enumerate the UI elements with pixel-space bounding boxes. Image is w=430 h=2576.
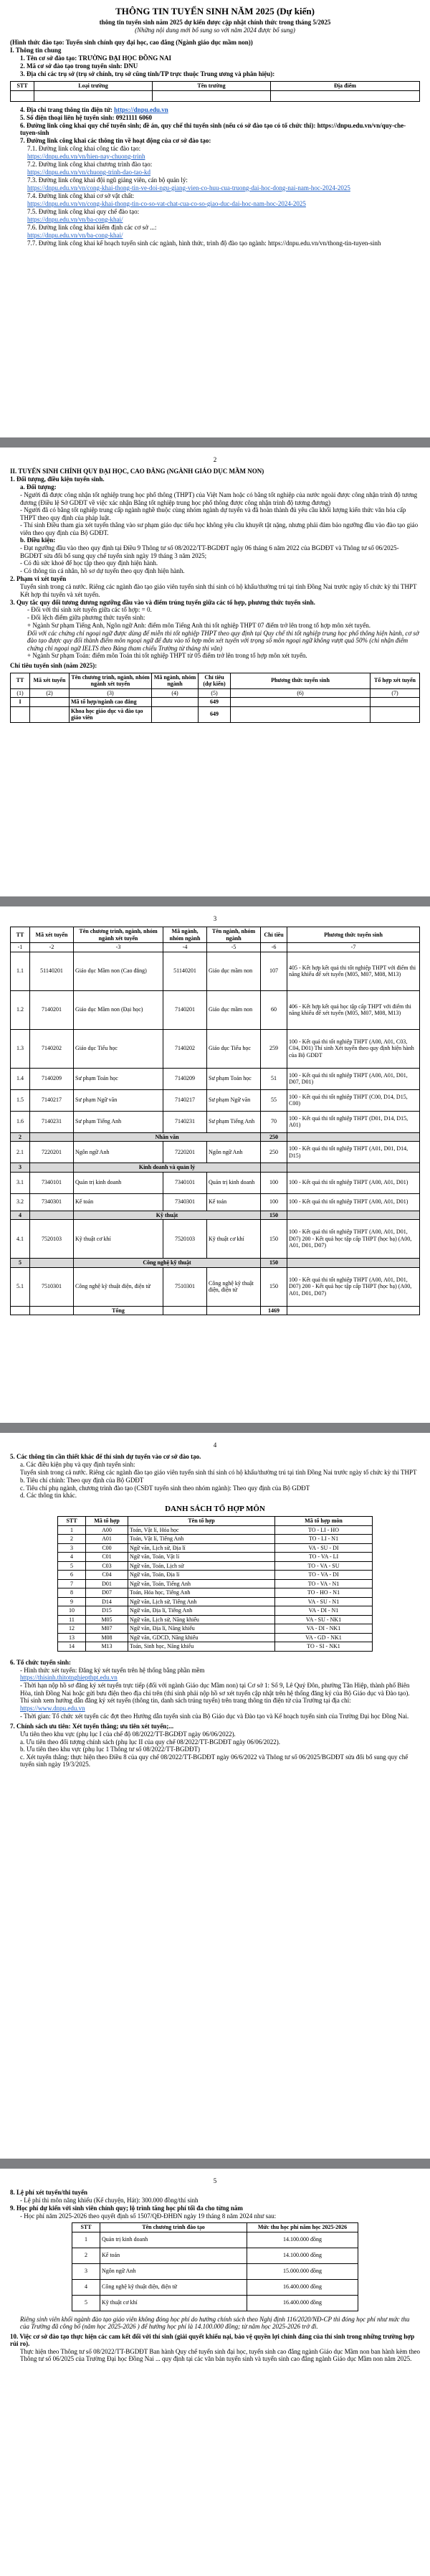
disclosure-7-7: 7.7. Đường link công khai kế hoạch tuyển sinh các ngành, hình thức, trình độ đào tạo ngành: https://dnpu.edu.vn/vn/thong-tin-tuyen-sinh <box>27 239 381 247</box>
subtitle: thông tin tuyển sinh năm 2025 dự kiến được cập nhật chính thức trong tháng 5/2025 <box>99 19 331 26</box>
col-index: (4) <box>152 688 199 698</box>
table-cell: 7 <box>58 1579 86 1588</box>
page-number: 4 <box>213 1441 217 1449</box>
table-cell: VA - GD - NK1 <box>275 1633 373 1642</box>
table-row <box>58 1633 373 1642</box>
table-cell: TO - LI - N1 <box>275 1535 373 1544</box>
table-cell: Công nghệ kỹ thuật điện, điện tử <box>100 2279 247 2295</box>
col-header: Phương thức tuyển sinh <box>287 927 420 943</box>
col-header: Tên chương trình, ngành, nhóm ngành xét tuyển <box>70 673 152 688</box>
table-row <box>58 1597 373 1606</box>
group-row: 2 Nhân văn 250 <box>11 1132 420 1142</box>
col-header: Tên ngành, nhóm ngành <box>207 927 261 943</box>
section-heading: II. TUYỂN SINH CHÍNH QUY ĐẠI HỌC, CAO ĐẲNG (NGÀNH GIÁO DỤC MẦM NON) <box>10 468 264 475</box>
rules-link-line: 6. Đường link công khai quy chế tuyển sinh; đề án, quy chế thi tuyển sinh (nếu có sở đào tạo có tổ chức thi): https://dnpu.edu.vn/vn/quy-che-tuyen-sinh <box>20 121 406 136</box>
table-cell: 5 <box>58 1561 86 1571</box>
table-cell: C00 <box>86 1543 128 1553</box>
table-cell: TO - HO - N1 <box>275 1588 373 1598</box>
table-cell: VA - SU - DI <box>275 1543 373 1553</box>
table-cell: D14 <box>86 1597 128 1606</box>
table-cell: 4 <box>72 2279 100 2295</box>
text-line: c. Tiêu chí phụ ngành, chương trình đào tạo (CSĐT tuyển sinh theo nhóm ngành): Theo quy định của Bộ GDĐT <box>20 1484 310 1492</box>
col-header: Tên tổ hợp <box>128 1517 275 1526</box>
table-row <box>58 1588 373 1598</box>
col-header: Chỉ tiêu <box>261 927 287 943</box>
phone-line: 5. Số điện thoại liên hệ tuyển sinh: 0921111 6060 <box>20 113 153 121</box>
section-heading: 10. Việc cơ sở đào tạo thực hiện các cam kết đối với thí sinh (giải quyết khiếu nại, bảo vệ quyền lợi chính đáng của thí sinh trong những trường hợp rủi ro). <box>10 2332 415 2347</box>
combo-table <box>57 1516 373 1652</box>
group-row: 3 Kinh doanh và quản lý <box>11 1163 420 1173</box>
table-row: 2.1 7220201 Ngôn ngữ Anh 7220201 Ngôn ngữ Anh 250 100 - Kết quả thi tốt nghiệp THPT (A01, D01, D14, D15) <box>11 1142 420 1163</box>
table-cell: 16.400.000 đồng <box>247 2295 358 2311</box>
section-heading: 7. Chính sách ưu tiên: Xét tuyển thẳng; ưu tiên xét tuyển;... <box>10 1723 174 1730</box>
table-cell: Toán, Vật lí, Hóa học <box>128 1525 275 1535</box>
table-row: 1.3 7140202 Giáo dục Tiểu học 7140202 Giáo dục Tiểu học 259 100 - Kết quả thi tốt nghiệp THPT (A00, A01, C03, C04, D01) Thí sinh Xét tuyển theo quy định hiện hành của Bộ GDĐT <box>11 1029 420 1068</box>
conversion-item: - Đối với thí sinh xét tuyển giữa các tổ hợp: = 0. <box>27 606 152 613</box>
disclosure-7-5: 7.5. Đường link công khai quy chế đào tạo: <box>27 207 140 215</box>
text-line: - Thời hạn nộp hồ sơ đăng ký xét tuyển trực tiếp (đối với ngành Giáo dục Mầm non) tại Cơ sở 1: Số 9, Lê Quý Đôn, phường Tân Hiệp, thành phố Biên Hòa, tỉnh Đồng Nai hoặc gửi bưu điện theo địa chỉ trên (thí sinh phải nộp hồ sơ xét tuyển cập nhật trên hệ thống đăng ký của Bộ Giáo dục và Đào tạo). Thí sinh xem hướng dẫn đăng ký xét tuyển (thông tin, danh sách trúng tuyển) trên trang thông tin điện tử của Trường tại địa chỉ: <box>20 1682 410 1704</box>
table-cell: D07 <box>86 1588 128 1598</box>
table-row <box>72 2279 358 2295</box>
table-cell: Kế toán <box>100 2248 247 2263</box>
table-cell: 3 <box>72 2263 100 2279</box>
col-header: Mã tổ hợp môn <box>275 1517 373 1526</box>
table-row: 4.1 7520103 Kỹ thuật cơ khí 7520103 Kỹ thuật cơ khí 150 100 - Kết quả thi tốt nghiệp THPT (A00, A01, D01, D07) 200 - Kết quả học tập cấp THPT (học bạ) (A00, A01, D01, D07) <box>11 1220 420 1259</box>
table-cell: Toán, Sinh học, Năng khiếu <box>128 1642 275 1652</box>
col-header: STT <box>11 82 34 91</box>
table-row: 1.4 7140209 Sư phạm Toán học 7140209 Sư phạm Toán học 51 100 - Kết quả thi tốt nghiệp THPT (A00, A01, D01, D07, D01) <box>11 1068 420 1089</box>
page-separator <box>0 896 430 906</box>
table-cell: TO - VA - SU <box>275 1561 373 1571</box>
table-row <box>58 1525 373 1535</box>
table-cell: 12 <box>58 1624 86 1634</box>
table-cell: A01 <box>86 1535 128 1544</box>
table-row: I Mã tổ hợp/ngành cao đẳng 649 <box>11 698 420 707</box>
table-cell: Ngữ văn, Toán, Địa lí <box>128 1571 275 1580</box>
page-1 <box>0 0 430 437</box>
disclosure-7-3: 7.3. Đường link công khai đội ngũ giảng viên, cán bộ quản lý: <box>27 176 188 184</box>
text-line: a. Các điều kiện phụ và quy định tuyển sinh: <box>20 1461 135 1468</box>
condition-item: - Đạt ngưỡng đầu vào theo quy định tại Điều 9 Thông tư số 08/2022/TT-BGDĐT ngày 06 tháng 6 năm 2022 của BGDĐT và Thông tư số 06/2025-BGDĐT sửa đổi bổ sung quy chế tuyển sinh ngày 19 tháng 3 năm 2025; <box>20 544 399 559</box>
table-cell: 15.000.000 đồng <box>247 2263 358 2279</box>
table-row <box>58 1535 373 1544</box>
table-cell: C03 <box>86 1561 128 1571</box>
subject-heading: a. Đối tượng: <box>20 483 57 491</box>
table-cell: Ngữ văn, Toán, Vật lí <box>128 1553 275 1562</box>
website-line <box>10 106 420 114</box>
table-cell: 14.100.000 đồng <box>247 2248 358 2263</box>
fee-table <box>72 2222 358 2311</box>
col-index: -6 <box>261 943 287 952</box>
table-cell: 14.100.000 đồng <box>247 2232 358 2248</box>
col-index: (1) <box>11 688 30 698</box>
table-cell: Toán, Hóa học, Tiếng Anh <box>128 1588 275 1598</box>
table-cell: VA - DI - NK1 <box>275 1624 373 1634</box>
page-number: 5 <box>213 2177 217 2184</box>
link-7-1[interactable]: https://dnpu.edu.vn/vn/hien-nay-chuong-trinh <box>27 152 145 160</box>
col-header: Mã ngành, nhóm ngành <box>152 673 199 688</box>
table-cell: TO - VA - N1 <box>275 1579 373 1588</box>
link-7-5[interactable]: https://dnpu.edu.vn/vn/ba-cong-khai/ <box>27 215 123 223</box>
section-heading: 6. Tổ chức tuyển sinh: <box>10 1658 71 1666</box>
col-header: STT <box>58 1517 86 1526</box>
col-header: TT <box>11 673 30 688</box>
text-line: - Học phí năm 2025-2026 theo quyết định số 1507/QĐ-ĐHĐN ngày 19 tháng 8 năm 2024 như sau: <box>20 2212 277 2220</box>
table-cell: VA - SU - NK1 <box>275 1615 373 1624</box>
page-separator <box>0 1423 430 1433</box>
col-header: TT <box>11 927 30 943</box>
text-line: b. Tiêu chí chính: Theo quy định của Bộ GDĐT <box>20 1476 144 1484</box>
table-row: 1.1 51140201 Giáo dục Mầm non (Cao đẳng) 51140201 Giáo dục mầm non 107 405 - Kết hợp kết quả thi tốt nghiệp THPT với điểm thi năng khiếu để xét tuyển (M05, M07, M08, M13) <box>11 952 420 990</box>
col-header: Tổ hợp xét tuyển <box>371 673 420 688</box>
disclosure-7-4: 7.4. Đường link công khai cơ sở vật chất: <box>27 191 135 199</box>
col-index: (7) <box>371 688 420 698</box>
total-row: Tổng 1469 <box>11 1306 420 1315</box>
section-heading: 8. Lệ phí xét tuyển/thi tuyển <box>10 2189 88 2196</box>
table-cell: 6 <box>58 1571 86 1580</box>
page-4 <box>0 1433 430 2159</box>
link-7-2[interactable]: https://dnpu.edu.vn/vn/chuong-trinh-dao-tao-kd <box>27 168 150 176</box>
table-cell: Ngữ văn, Địa lí, Năng khiếu <box>128 1624 275 1634</box>
table-cell: VA - DI - N1 <box>275 1606 373 1616</box>
conversion-item: + Ngành Sư phạm Tiếng Anh, Ngôn ngữ Anh: điểm môn Tiếng Anh thi tốt nghiệp THPT 07 điểm trở lên trong tổ hợp môn xét tuyển. <box>27 622 371 629</box>
table-cell: VA - SU - N1 <box>275 1597 373 1606</box>
table-cell: Kỹ thuật cơ khí <box>100 2295 247 2311</box>
program-table <box>10 927 420 1315</box>
disclosure-7-2: 7.2. Đường link công khai chương trình đào tạo: <box>27 160 153 168</box>
registration-link[interactable]: https://thisinh.thitotnghiepthpt.edu.vn <box>20 1674 118 1681</box>
table-row <box>58 1579 373 1588</box>
table-cell: M07 <box>86 1624 128 1634</box>
table-cell: 9 <box>58 1597 86 1606</box>
table-cell: 1 <box>72 2232 100 2248</box>
page-5 <box>0 2169 430 2576</box>
col-index: (5) <box>199 688 231 698</box>
col-header: Phương thức tuyển sinh <box>231 673 371 688</box>
link-7-3[interactable]: https://dnpu.edu.vn/vn/cong-khai-thong-tin-ve-doi-ngu-giang-vien-co-huu-cua-truong-dai-hoc-dong-nai-nam-hoc-2024-2025 <box>27 184 350 191</box>
col-header: Mã xét tuyển <box>30 927 74 943</box>
col-header: Mức thu học phí năm học 2025-2026 <box>247 2223 358 2232</box>
page-title: THÔNG TIN TUYỂN SINH NĂM 2025 (Dự kiến) <box>115 6 315 16</box>
table-cell: 10 <box>58 1606 86 1616</box>
subject-item: - Thí sinh Điều tham gia xét tuyển thẳng vào sư phạm giáo dục tiểu học không yêu cầu khuyết tật nặng, nhưng phải đảm bảo ngưỡng đầu vào đào tạo giáo viên theo quy định của Bộ GDĐT. <box>20 521 419 536</box>
table-cell: Ngữ văn, Lịch sử, Địa lí <box>128 1543 275 1553</box>
link-7-4[interactable]: https://dnpu.edu.vn/vn/cong-khai-thong-tin-co-so-vat-chat-cua-co-so-giao-duc-dai-hoc-nam-hoc-2024-2025 <box>27 199 306 207</box>
table-cell: Ngữ văn, Địa lí, Tiếng Anh <box>128 1606 275 1616</box>
condition-heading: b. Điều kiện: <box>20 536 56 544</box>
disclosure-7-1: 7.1. Đường link công khai công tác đào tạo: <box>27 144 141 152</box>
table-cell: C04 <box>86 1571 128 1580</box>
table-row <box>72 2263 358 2279</box>
table-row <box>58 1543 373 1553</box>
table-cell: TO - LI - HO <box>275 1525 373 1535</box>
table-row <box>58 1553 373 1562</box>
scope-text-2: Kết hợp thi tuyển và xét tuyển. <box>20 590 100 598</box>
table-row <box>58 1571 373 1580</box>
school-code: 2. Mã cơ sở đào tạo trong tuyển sinh: DNU <box>20 62 138 70</box>
text-line: c. Xét tuyển thẳng: thực hiện theo Điều 8 của quy chế 08/2022/TT-BGDĐT ngày 06/6/2022 và Thông tư số 06/2025/BGDĐT sửa đổi bổ sung quy chế tuyển sinh ngày 19/3/2025. <box>20 1753 408 1768</box>
condition-item: - Có đủ sức khoẻ để học tập theo quy định hiện hành. <box>20 559 158 567</box>
table-cell: 4 <box>58 1553 86 1562</box>
col-index: -7 <box>287 943 420 952</box>
table-row <box>58 1561 373 1571</box>
col-header: Chỉ tiêu (dự kiến) <box>199 673 231 688</box>
table-row: Khoa học giáo dục và đào tạo giáo viên 649 <box>11 706 420 722</box>
table-cell: Toán, Vật lí, Tiếng Anh <box>128 1535 275 1544</box>
table-cell: A00 <box>86 1525 128 1535</box>
quota-table <box>10 673 420 723</box>
col-index: -4 <box>163 943 207 952</box>
link-7-6[interactable]: https://dnpu.edu.vn/vn/ba-cong-khai/ <box>27 231 123 239</box>
quota-heading: Chỉ tiêu tuyển sinh (năm 2025): <box>10 661 97 669</box>
table-cell: 2 <box>72 2248 100 2263</box>
col-header: Tên chương trình đào tạo <box>100 2223 247 2232</box>
scope-heading: 2. Phạm vi xét tuyển <box>10 575 67 582</box>
table-cell: 14 <box>58 1642 86 1652</box>
text-line: b. Ưu tiên theo khu vực (phụ lục 1 Thông tư số 08/2022/TT-BGDĐT) <box>20 1746 200 1753</box>
col-index: -1 <box>11 943 30 952</box>
table-cell: 2 <box>58 1535 86 1544</box>
table-cell: Ngôn ngữ Anh <box>100 2263 247 2279</box>
col-header: Tên trường <box>153 82 271 91</box>
table-cell: Ngữ văn, Toán, Tiếng Anh <box>128 1579 275 1588</box>
table-row <box>58 1615 373 1624</box>
table-cell: Ngữ văn, Lịch sử, Năng khiếu <box>128 1615 275 1624</box>
subsection-heading: 1. Đối tượng, điều kiện tuyển sinh. <box>10 475 105 483</box>
subject-item: - Người đã được công nhận tốt nghiệp trung học phổ thông (THPT) của Việt Nam hoặc có bằng tốt nghiệp của nước ngoài được công nhận trình độ tương đương (Điều lệ Sở GDĐT về việc xác nhận Bằng tốt nghiệp trung học phổ thông được công nhận trình độ tương đương) <box>20 491 418 506</box>
intro: (Hình thức đào tạo: Tuyển sinh chính quy đại học, cao đẳng (Ngành giáo dục mầm non)) <box>10 39 253 46</box>
table-cell: 1 <box>58 1525 86 1535</box>
subject-item: - Người đã có bằng tốt nghiệp trung cấp ngành nghề thuộc cùng nhóm ngành dự tuyển và đã hoàn thành đủ yêu cầu khối lượng kiến thức văn hóa cấp THPT theo quy định của pháp luật. <box>20 506 406 521</box>
table-cell: Ngữ văn, Lịch sử, Tiếng Anh <box>128 1597 275 1606</box>
school-link[interactable]: https://www.dnpu.edu.vn <box>20 1704 85 1712</box>
table-cell: 3 <box>58 1543 86 1553</box>
col-header: Mã ngành, nhóm ngành <box>163 927 207 943</box>
scope-text: Tuyển sinh trong cả nước. Riêng các ngành đào tạo giáo viên tuyển sinh thí sinh có hộ khẩu/thường trú tại tỉnh Đồng Nai trước ngày tổ chức kỳ thi THPT <box>20 583 417 590</box>
website-label: 4. Địa chỉ trang thông tin điện tử: <box>20 105 115 113</box>
table-cell: Ngữ văn, GDCD, Năng khiếu <box>128 1633 275 1642</box>
school-name: 1. Tên cơ sở đào tạo: TRƯỜNG ĐẠI HỌC ĐỒNG NAI <box>20 55 172 62</box>
table-cell: 8 <box>58 1588 86 1598</box>
col-header: Loại trường <box>34 82 153 91</box>
table-cell: TO - VA - DI <box>275 1571 373 1580</box>
table-row: 5.1 7510301 Công nghệ kỹ thuật điện, điện tử 7510301 Công nghệ kỹ thuật điện, điện tử 150 100 - Kết quả thi tốt nghiệp THPT (A00, A01, D01, D07) 200 - Kết quả học tập cấp THPT (học bạ) (A00, A01, D01, D07) <box>11 1267 420 1306</box>
text-line: - Thời gian: Tổ chức xét tuyển các đợt theo Hướng dẫn tuyển sinh của Bộ Giáo dục và Đào tạo và Kế hoạch tuyển sinh của Trường Đại học Đồng Nai. <box>20 1712 409 1720</box>
table-row <box>72 2232 358 2248</box>
condition-item: - Có thông tin cá nhân, hồ sơ dự tuyển theo quy định hiện hành. <box>20 567 185 574</box>
table-cell: D01 <box>86 1579 128 1588</box>
disclosure-7-6: 7.6. Đường link công khai kiểm định các cơ sở ...: <box>27 223 157 231</box>
table-cell: 16.400.000 đồng <box>247 2279 358 2295</box>
conversion-item: + Ngành Sư phạm Toán: điểm môn Toán thi tốt nghiệp THPT từ 05 điểm trở lên trong tổ hợp môn xét tuyển. <box>27 652 307 659</box>
table-row <box>58 1624 373 1634</box>
table-cell: D15 <box>86 1606 128 1616</box>
combo-list-title: DANH SÁCH TỔ HỢP MÔN <box>165 1505 265 1513</box>
table-row: 3.2 7340301 Kế toán 7340301 Kế toán 100 100 - Kết quả thi tốt nghiệp THPT (A00, A01, D01) <box>11 1193 420 1211</box>
section-heading: 9. Học phí dự kiến với sinh viên chính quy; lộ trình tăng học phí tối đa cho từng năm <box>10 2205 243 2212</box>
page-number: 3 <box>213 915 217 922</box>
conversion-item: Đối với các chứng chỉ ngoại ngữ được dùng để miễn thi tốt nghiệp THPT theo quy định tại Quy chế thi tốt nghiệp trung học phổ thông hiện hành, cơ sở đào tạo được quy đổi thành điểm môn ngoại ngữ để đưa vào tổ hợp môn xét tuyển với trọng số môn ngoại ngữ không vượt quá 50% (chi nhận điểm chứng chỉ ngoại ngữ IELTS theo Bảng tham chiếu Trường từ tháng thi văn) <box>27 629 419 652</box>
text-line: - Hình thức xét tuyển: Đăng ký xét tuyển trên hệ thống bằng phần mềm <box>20 1666 205 1674</box>
table-cell: M13 <box>86 1642 128 1652</box>
text-line: a. Ưu tiên theo đối tượng chính sách (phụ lục II của quy chế 08/2022/TT-BGDĐT ngày 06/06/2022). <box>20 1738 281 1746</box>
subtitle-note: (Những nội dung mới bổ sung so với năm 2024 được bổ sung) <box>135 27 295 34</box>
group-row: 4 Kỹ thuật 150 <box>11 1211 420 1220</box>
page-separator <box>0 2159 430 2169</box>
table-cell: M05 <box>86 1615 128 1624</box>
col-index: (2) <box>30 688 70 698</box>
col-header: Tên chương trình, ngành, nhóm ngành xét tuyển <box>74 927 163 943</box>
page-separator <box>0 437 430 448</box>
table-cell: TO - SI - NK1 <box>275 1642 373 1652</box>
table-cell: 13 <box>58 1633 86 1642</box>
table-cell: 5 <box>72 2295 100 2311</box>
website-link[interactable]: https://dnpu.edu.vn <box>114 105 168 113</box>
section-heading: I. Thông tin chung <box>10 47 62 54</box>
col-index: (3) <box>70 688 152 698</box>
conversion-heading: 3. Quy tắc quy đổi tương đương ngưỡng đầu vào và điểm trúng tuyển giữa các tổ hợp, phương thức tuyển sinh. <box>10 598 315 606</box>
col-index: -3 <box>74 943 163 952</box>
page-2 <box>0 448 430 896</box>
table-cell: 11 <box>58 1615 86 1624</box>
table-row <box>72 2295 358 2311</box>
table-cell: C01 <box>86 1553 128 1562</box>
table-cell: Ngữ văn, Toán, Lịch sử <box>128 1561 275 1571</box>
col-header: Mã xét tuyển <box>30 673 70 688</box>
table-cell: Quản trị kinh doanh <box>100 2232 247 2248</box>
col-index: -5 <box>207 943 261 952</box>
page-number: 2 <box>213 456 217 463</box>
col-header: Mã tổ hợp <box>86 1517 128 1526</box>
page-3 <box>0 906 430 1423</box>
table-cell: TO - VA - LI <box>275 1553 373 1562</box>
section-heading: 5. Các thông tin cần thiết khác để thí sinh dự tuyển vào cơ sở đào tạo. <box>10 1453 201 1460</box>
table-row <box>58 1606 373 1616</box>
table-row: 1.6 7140231 Sư phạm Tiếng Anh 7140231 Sư phạm Tiếng Anh 70 100 - Kết quả thi tốt nghiệp THPT (D01, D14, D15, A01) <box>11 1111 420 1132</box>
text-line: Ưu tiên theo khu vực (phụ lục I của chế độ 08/2022/TT-BGDĐT ngày 06/06/2022). <box>20 1730 236 1738</box>
text-line: d. Các thông tin khác. <box>20 1492 77 1499</box>
fee-note: Riêng sinh viên khối ngành đào tạo giáo viên không đóng học phí do hưởng chính sách theo Nghị định 116/2020/NĐ-CP thì đóng học phí như mức thu của Trường đã công bố (năm học 2025-2026 ) để hưởng học phí là 14.100.000 đồng; từ năm học 2025-2026 trở đi. <box>20 2315 410 2330</box>
table-row: 1.2 7140201 Giáo dục Mầm non (Đại học) 7140201 Giáo dục mầm non 60 406 - Kết hợp kết quả học tập cấp THPT với điểm thi năng khiếu để xét tuyển (M05, M07, M08, M13) <box>11 990 420 1029</box>
col-header: Địa điểm <box>271 82 420 91</box>
table-row <box>72 2248 358 2263</box>
address-table <box>10 81 420 102</box>
group-row: 5 Công nghệ kỹ thuật 150 <box>11 1259 420 1268</box>
table-row <box>58 1642 373 1652</box>
text-line: Tuyển sinh trong cả nước. Riêng các ngành đào tạo giáo viên tuyển sinh thí sinh có hộ khẩu/thường trú tại tỉnh Đồng Nai trước ngày tổ chức kỳ thi THPT <box>20 1469 417 1476</box>
table-row: 3.1 7340101 Quản trị kinh doanh 7340101 Quản trị kinh doanh 100 100 - Kết quả thi tốt nghiệp THPT (A00, A01, D01) <box>11 1172 420 1193</box>
col-header: STT <box>72 2223 100 2232</box>
col-index: -2 <box>30 943 74 952</box>
address-heading: 3. Địa chỉ các trụ sở (trụ sở chính, trụ sở cũng tỉnh/TP trực thuộc Trung ương và phân hiệu): <box>20 70 275 77</box>
text-line: Thực hiện theo Thông tư số 08/2022/TT-BGDĐT Ban hành Quy chế tuyển sinh đại học, tuyển sinh cao đẳng ngành Giáo dục Mầm non ban hành kèm theo Thông tư số 06/2025 của Trường Đại học Đồng Nai ... quy định tại các văn bản tuyển sinh và tuyển sinh cao đẳng ngành Giáo dục Mầm non năm 2025. <box>20 2347 420 2362</box>
conversion-item: - Đối lệch điểm giữa phương thức tuyển sinh: <box>27 614 145 621</box>
text-line: - Lệ phí thi môn năng khiếu (Kế chuyện, Hát): 300.000 đồng/thí sinh <box>20 2197 199 2204</box>
disclosure-heading: 7. Đường link công khai các thông tin về hoạt động của cơ sở đào tạo: <box>20 136 211 144</box>
col-index: (6) <box>231 688 371 698</box>
table-row: 1.5 7140217 Sư phạm Ngữ văn 7140217 Sư phạm Ngữ văn 55 100 - Kết quả thi tốt nghiệp THPT (C00, D14, D15, C00) <box>11 1089 420 1111</box>
table-cell: M08 <box>86 1633 128 1642</box>
